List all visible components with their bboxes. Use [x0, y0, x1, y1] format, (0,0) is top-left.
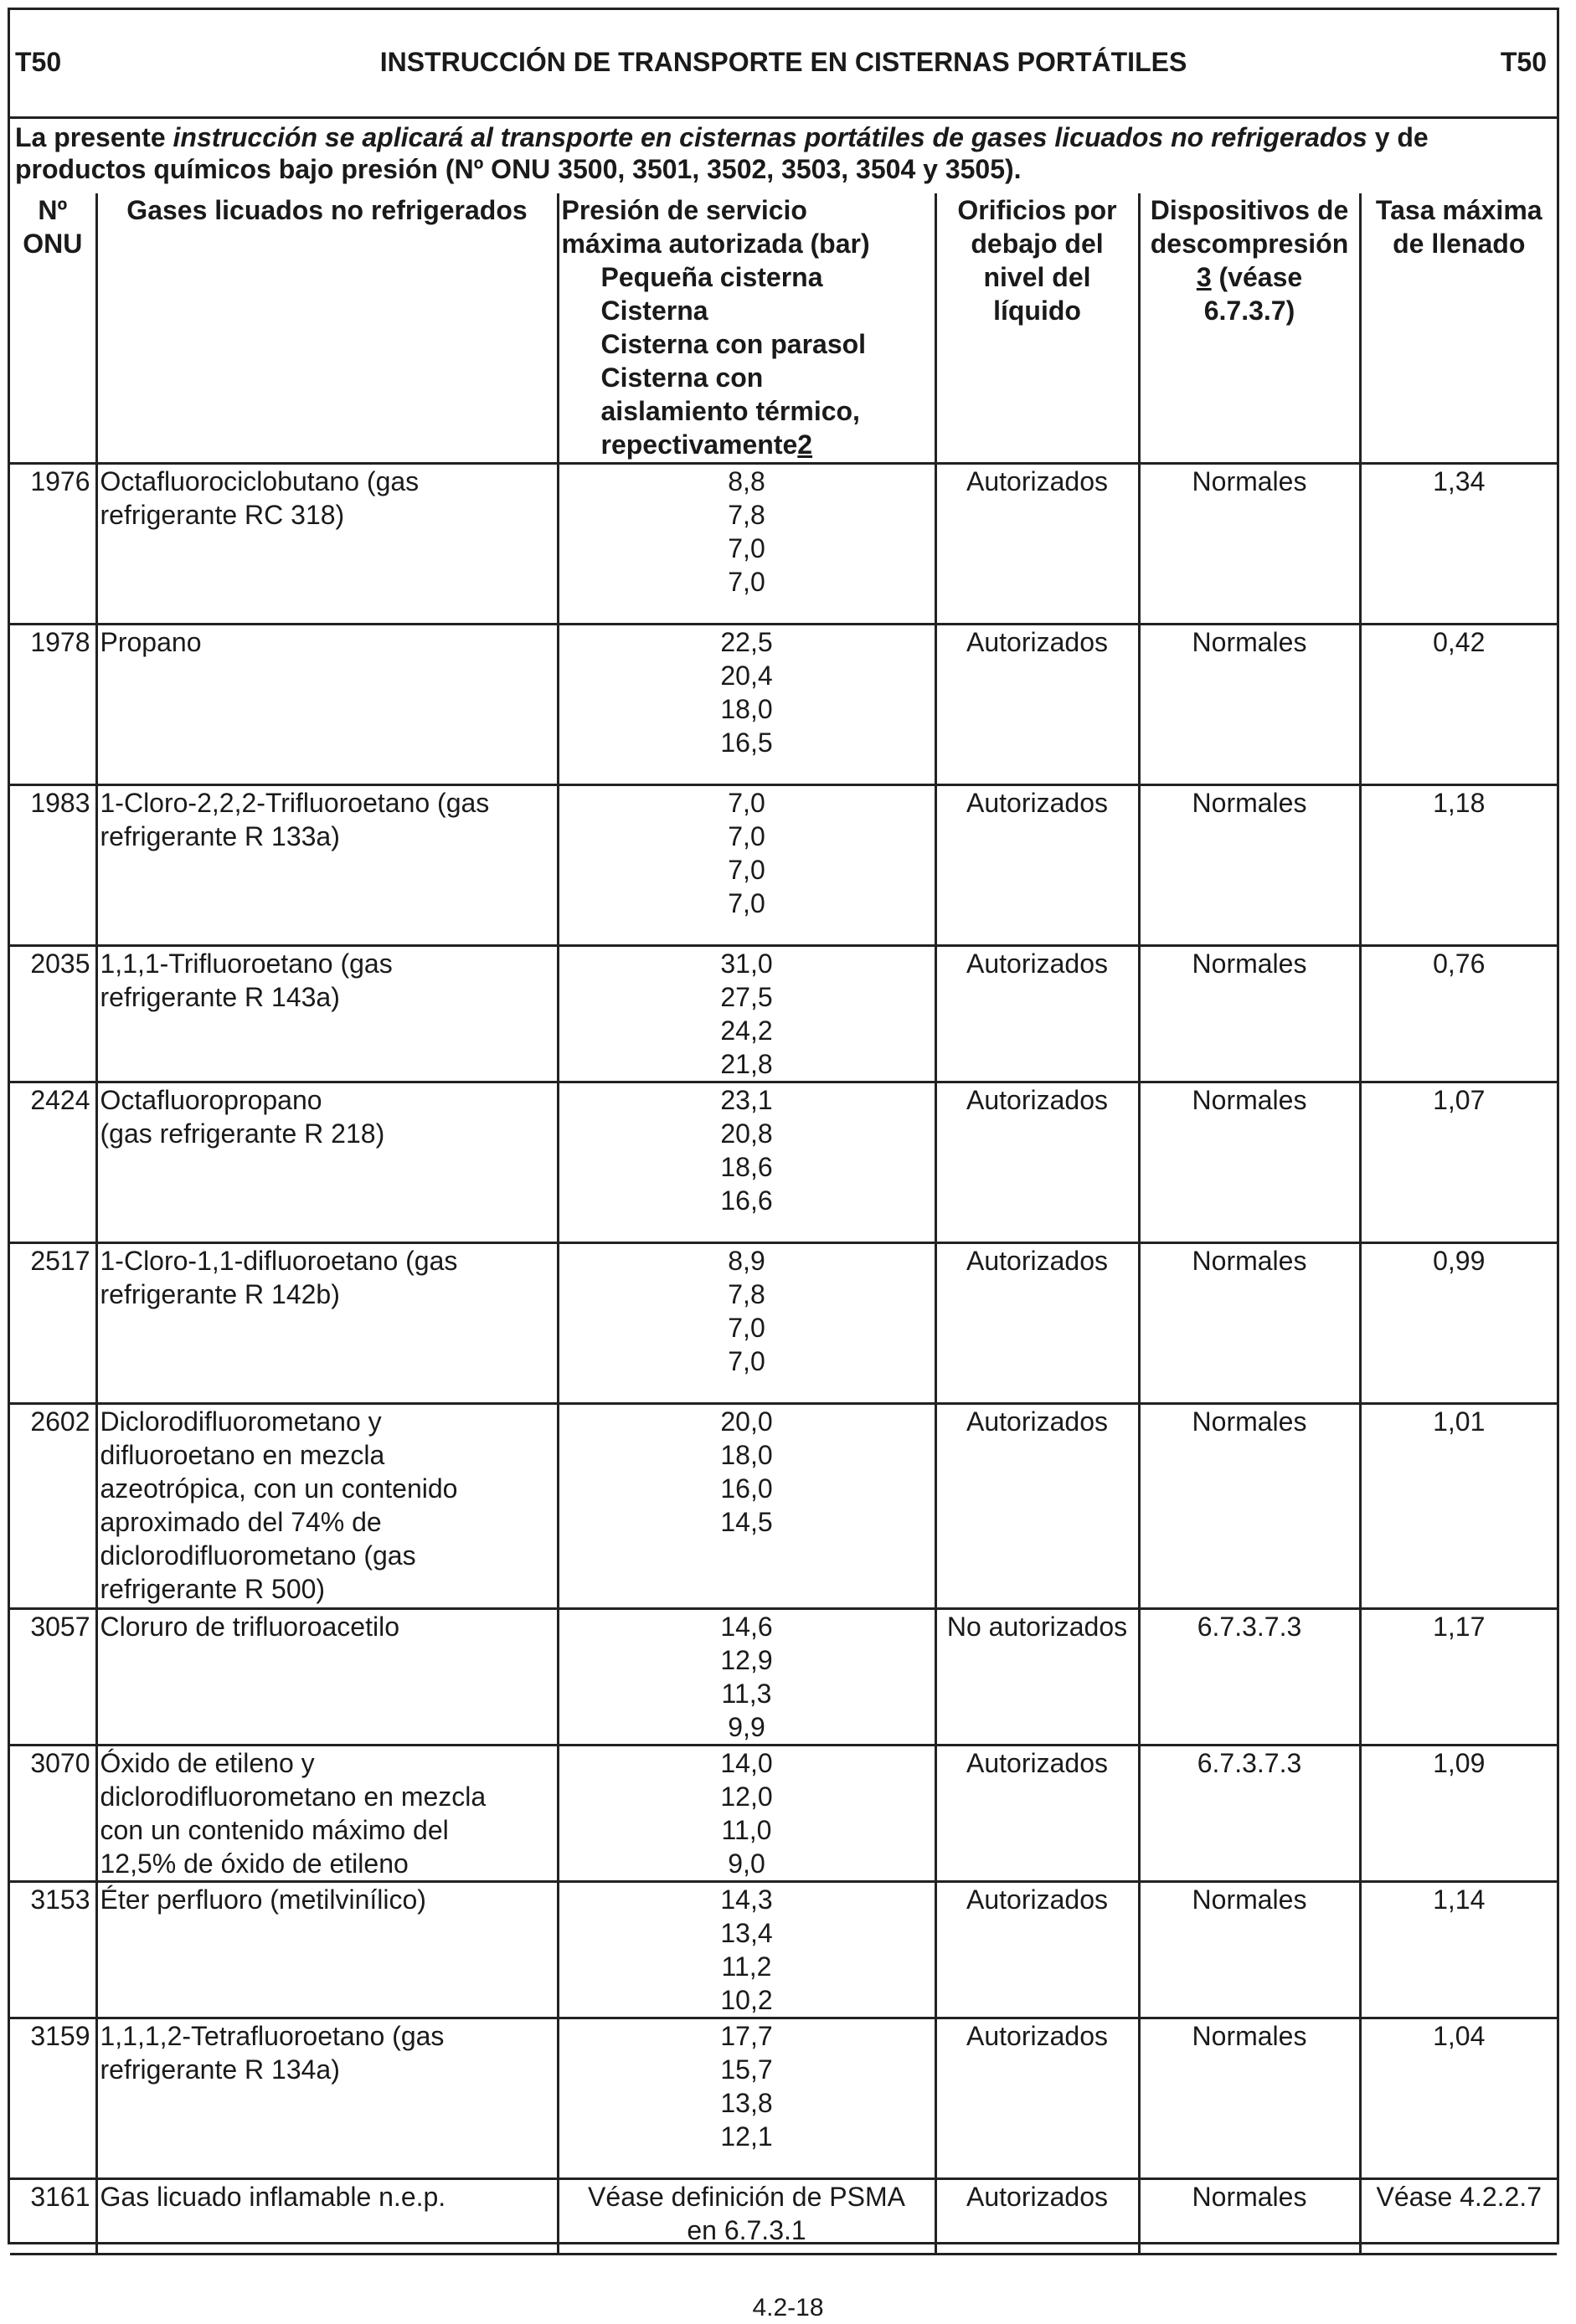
- devices-cell: [1139, 1082, 1360, 1242]
- devices-value: Normales: [1192, 626, 1307, 657]
- gas-name-line: 1,1,1,2-Tetrafluoroetano (gas: [100, 2020, 445, 2051]
- onu-number-cell: [10, 1608, 96, 1745]
- pressure-value: 7,8: [728, 1278, 765, 1309]
- pressure-value: 11,0: [721, 1814, 772, 1845]
- pressure-value: 14,0: [720, 1747, 773, 1778]
- gas-name-cell: [96, 784, 558, 945]
- onu-number: 2424: [30, 1084, 90, 1115]
- devices-value: Normales: [1192, 1084, 1307, 1115]
- pressure-line: Cisterna con parasol: [600, 329, 867, 359]
- pressure-value: 7,0: [728, 787, 765, 818]
- devices-cell: [1139, 1608, 1360, 1745]
- col-header-pressure: [558, 193, 935, 463]
- pressure-value: 9,9: [728, 1711, 765, 1742]
- devices-cell: [1139, 784, 1360, 945]
- pressure-value: 7,0: [728, 887, 765, 918]
- pressure-value: 12,1: [720, 2121, 773, 2152]
- onu-number-cell: [10, 2018, 96, 2178]
- pressure-cell: [558, 2018, 935, 2178]
- fill-rate-value: 1,04: [1433, 2020, 1486, 2051]
- pressure-value: 13,8: [720, 2087, 773, 2118]
- col-header-gas-label: Gases licuados no refrigerados: [126, 195, 528, 225]
- fill-cell: [1360, 463, 1557, 624]
- gas-name-line: refrigerante RC 318): [100, 499, 345, 530]
- pressure-value: 31,0: [720, 948, 773, 979]
- instruction-code-left: T50: [15, 47, 62, 77]
- pressure-cell: [558, 1745, 935, 1881]
- pressure-value: 7,0: [728, 1345, 765, 1376]
- orifices-value: Autorizados: [966, 787, 1108, 818]
- fill-rate-value: 0,76: [1433, 948, 1486, 979]
- pressure-last-text: repectivamente: [600, 429, 798, 460]
- onu-number-cell: [10, 463, 96, 624]
- table-row: [10, 1082, 1557, 1242]
- orifices-cell: [935, 1403, 1139, 1608]
- table-row: [10, 784, 1557, 945]
- gas-name-line: (gas refrigerante R 218): [100, 1118, 385, 1149]
- orifices-value: Autorizados: [966, 2020, 1108, 2051]
- col-header-orifices-line: nivel del: [983, 262, 1091, 292]
- onu-number: 3159: [30, 2020, 90, 2051]
- devices-cell: [1139, 463, 1360, 624]
- pressure-value: 14,3: [720, 1884, 773, 1915]
- gas-name-line: con un contenido máximo del: [100, 1814, 449, 1845]
- orifices-value: Autorizados: [966, 1245, 1108, 1276]
- gas-name-line: 1-Cloro-2,2,2-Trifluoroetano (gas: [100, 787, 490, 818]
- fill-cell: [1360, 2178, 1557, 2254]
- pressure-value: 18,0: [720, 1439, 773, 1470]
- orifices-value: Autorizados: [966, 1084, 1108, 1115]
- pressure-value: 17,7: [720, 2020, 773, 2051]
- pressure-value: 14,6: [720, 1611, 773, 1642]
- orifices-value: No autorizados: [946, 1611, 1128, 1642]
- pressure-value: 8,9: [728, 1245, 765, 1276]
- col-header-devices-line: Dispositivos de: [1150, 195, 1349, 225]
- fill-rate-value: 1,01: [1433, 1406, 1486, 1437]
- gas-name-cell: [96, 2018, 558, 2178]
- pressure-value: en 6.7.3.1: [687, 2214, 806, 2245]
- pressure-line: Pequeña cisterna: [600, 262, 823, 292]
- col-header-devices-tail: (véase: [1211, 262, 1303, 292]
- pressure-cell: [558, 784, 935, 945]
- gas-name-line: difluoroetano en mezcla: [100, 1439, 385, 1470]
- pressure-value: 12,0: [720, 1781, 773, 1812]
- devices-cell: [1139, 1242, 1360, 1403]
- instruction-code-right: T50: [1500, 47, 1547, 77]
- devices-cell: [1139, 945, 1360, 1082]
- pressure-cell: [558, 1242, 935, 1403]
- gas-name-line: refrigerante R 500): [100, 1573, 326, 1604]
- orifices-cell: [935, 2178, 1139, 2254]
- pressure-value: 18,6: [720, 1151, 773, 1182]
- gas-name-line: Óxido de etileno y: [100, 1747, 315, 1778]
- orifices-cell: [935, 945, 1139, 1082]
- onu-number-cell: [10, 624, 96, 784]
- pressure-cell: [558, 463, 935, 624]
- table-header-row: [10, 193, 1557, 463]
- gas-name-line: Gas licuado inflamable n.e.p.: [100, 2181, 446, 2212]
- col-header-onu-line: Nº: [38, 195, 68, 225]
- pressure-value: 7,8: [728, 499, 765, 530]
- fill-cell: [1360, 2018, 1557, 2178]
- pressure-line-last: [601, 428, 935, 461]
- fill-cell: [1360, 1881, 1557, 2018]
- onu-number: 1976: [30, 465, 90, 496]
- pressure-line: Cisterna con: [600, 362, 764, 393]
- gas-name-cell: [96, 2178, 558, 2254]
- gas-name-cell: [96, 1608, 558, 1745]
- orifices-cell: [935, 1608, 1139, 1745]
- pressure-value: 12,9: [720, 1644, 773, 1675]
- devices-value: Normales: [1192, 1245, 1307, 1276]
- orifices-cell: [935, 1242, 1139, 1403]
- pressure-value: 7,0: [728, 820, 765, 851]
- page-number: 4.2-18: [752, 2294, 824, 2321]
- gas-name-line: refrigerante R 133a): [100, 820, 340, 851]
- gas-name-line: Diclorodifluorometano y: [100, 1406, 382, 1437]
- col-header-orifices: [935, 193, 1139, 463]
- gas-name-cell: [96, 1082, 558, 1242]
- onu-number: 3057: [30, 1611, 90, 1642]
- gas-name-cell: [96, 624, 558, 784]
- pressure-value: 14,5: [720, 1506, 773, 1537]
- onu-number: 3070: [30, 1747, 90, 1778]
- page-title: INSTRUCCIÓN DE TRANSPORTE EN CISTERNAS PORTÁTILES: [379, 47, 1187, 77]
- col-header-fill-line: de llenado: [1393, 229, 1526, 259]
- pressure-value: 16,5: [720, 727, 773, 758]
- footnote-ref-3: 3: [1196, 262, 1212, 292]
- onu-number: 2517: [30, 1245, 90, 1276]
- gas-name-line: refrigerante R 142b): [100, 1278, 340, 1309]
- devices-value: 6.7.3.7.3: [1197, 1611, 1302, 1642]
- intro-paragraph: [15, 121, 1552, 185]
- fill-cell: [1360, 1403, 1557, 1608]
- table-row: [10, 2018, 1557, 2178]
- col-header-orifices-line: Orificios por: [957, 195, 1117, 225]
- gas-name-cell: [96, 945, 558, 1082]
- fill-cell: [1360, 1608, 1557, 1745]
- gas-name-line: 1,1,1-Trifluoroetano (gas: [100, 948, 393, 979]
- table-row: [10, 1403, 1557, 1608]
- intro-text-3: y de productos químicos bajo presión (Nº ONU 3500, 3501, 3502, 3503, 3504 y 3505).: [15, 122, 1429, 184]
- devices-cell: [1139, 1881, 1360, 2018]
- col-header-gas: [96, 193, 558, 463]
- col-header-pressure-title: máxima autorizada (bar): [561, 229, 870, 259]
- fill-cell: [1360, 1242, 1557, 1403]
- gas-name-line: azeotrópica, con un contenido: [100, 1473, 458, 1504]
- onu-number: 1978: [30, 626, 90, 657]
- onu-number: 3161: [30, 2181, 90, 2212]
- onu-number: 2035: [30, 948, 90, 979]
- devices-cell: [1139, 1403, 1360, 1608]
- gas-name-line: 1-Cloro-1,1-difluoroetano (gas: [100, 1245, 458, 1276]
- intro-text-2: instrucción se aplicará al transporte en cisternas portátiles de gases licuados no refrigerados: [173, 122, 1367, 152]
- gas-name-cell: [96, 1403, 558, 1608]
- onu-number-cell: [10, 945, 96, 1082]
- orifices-value: Autorizados: [966, 626, 1108, 657]
- pressure-value: 15,7: [720, 2054, 773, 2085]
- pressure-cell: [558, 1881, 935, 2018]
- table-row: [10, 945, 1557, 1082]
- col-header-onu: [10, 193, 96, 463]
- fill-cell: [1360, 945, 1557, 1082]
- col-header-devices: [1139, 193, 1360, 463]
- pressure-line: Cisterna: [600, 296, 708, 326]
- pressure-value: 7,0: [728, 566, 765, 597]
- onu-number-cell: [10, 1881, 96, 2018]
- orifices-cell: [935, 2018, 1139, 2178]
- devices-cell: [1139, 1745, 1360, 1881]
- orifices-value: Autorizados: [966, 465, 1108, 496]
- table-row: [10, 624, 1557, 784]
- col-header-onu-line: ONU: [23, 229, 83, 259]
- pressure-value: 8,8: [728, 465, 765, 496]
- table-row: [10, 1242, 1557, 1403]
- gas-name-line: refrigerante R 134a): [100, 2054, 340, 2085]
- col-header-pressure-title: Presión de servicio: [561, 195, 807, 225]
- pressure-line: aislamiento térmico,: [600, 396, 860, 426]
- pressure-value: 20,8: [720, 1118, 773, 1149]
- gas-name-line: aproximado del 74% de: [100, 1506, 382, 1537]
- gas-name-line: Octafluorociclobutano (gas: [100, 465, 420, 496]
- fill-cell: [1360, 784, 1557, 945]
- fill-rate-value: Véase 4.2.2.7: [1376, 2181, 1542, 2212]
- table-row: [10, 1745, 1557, 1881]
- fill-rate-value: 1,07: [1433, 1084, 1486, 1115]
- pressure-value: 24,2: [720, 1015, 773, 1046]
- pressure-value: 11,2: [721, 1951, 772, 1982]
- fill-rate-value: 0,99: [1433, 1245, 1486, 1276]
- devices-value: Normales: [1192, 1406, 1307, 1437]
- pressure-cell: [558, 624, 935, 784]
- onu-number-cell: [10, 784, 96, 945]
- fill-rate-value: 1,17: [1433, 1611, 1486, 1642]
- pressure-value: 16,0: [720, 1473, 773, 1504]
- pressure-value: 7,0: [728, 854, 765, 885]
- orifices-value: Autorizados: [966, 2181, 1108, 2212]
- orifices-cell: [935, 1881, 1139, 2018]
- devices-value: Normales: [1192, 948, 1307, 979]
- onu-number-cell: [10, 2178, 96, 2254]
- gas-name-line: Propano: [100, 626, 202, 657]
- pressure-cell: [558, 1403, 935, 1608]
- pressure-value: 9,0: [728, 1848, 765, 1879]
- col-header-fill: [1360, 193, 1557, 463]
- devices-cell: [1139, 2178, 1360, 2254]
- fill-cell: [1360, 1745, 1557, 1881]
- onu-number-cell: [10, 1082, 96, 1242]
- col-header-orifices-line: líquido: [993, 296, 1081, 326]
- gas-name-cell: [96, 1242, 558, 1403]
- gas-name-line: 12,5% de óxido de etileno: [100, 1848, 409, 1879]
- table-row: [10, 1881, 1557, 2018]
- gas-table: [10, 193, 1557, 2255]
- pressure-value: 18,0: [720, 693, 773, 724]
- col-header-orifices-line: debajo del: [971, 229, 1104, 259]
- pressure-value: 22,5: [720, 626, 773, 657]
- pressure-cell: [558, 945, 935, 1082]
- onu-number-cell: [10, 1745, 96, 1881]
- fill-cell: [1360, 1082, 1557, 1242]
- col-header-devices-ref-line: [1141, 260, 1359, 294]
- pressure-value: 27,5: [720, 981, 773, 1012]
- fill-cell: [1360, 624, 1557, 784]
- orifices-value: Autorizados: [966, 948, 1108, 979]
- orifices-cell: [935, 624, 1139, 784]
- pressure-value: 23,1: [720, 1084, 773, 1115]
- footnote-ref-2: 2: [797, 429, 813, 460]
- pressure-value: 7,0: [728, 532, 765, 563]
- pressure-cell: [558, 1082, 935, 1242]
- gas-name-line: Cloruro de trifluoroacetilo: [100, 1611, 399, 1642]
- devices-value: Normales: [1192, 465, 1307, 496]
- table-row: [10, 1608, 1557, 1745]
- gas-name-cell: [96, 463, 558, 624]
- gas-name-line: diclorodifluorometano en mezcla: [100, 1781, 487, 1812]
- orifices-value: Autorizados: [966, 1747, 1108, 1778]
- fill-rate-value: 1,34: [1433, 465, 1486, 496]
- col-header-devices-line: 6.7.3.7): [1203, 296, 1295, 326]
- fill-rate-value: 0,42: [1433, 626, 1486, 657]
- onu-number: 1983: [30, 787, 90, 818]
- gas-name-cell: [96, 1881, 558, 2018]
- gas-name-line: Éter perfluoro (metilvinílico): [100, 1884, 426, 1915]
- pressure-value: 7,0: [728, 1312, 765, 1343]
- table-body: [10, 463, 1557, 2254]
- orifices-cell: [935, 784, 1139, 945]
- orifices-cell: [935, 463, 1139, 624]
- pressure-value: 11,3: [721, 1678, 772, 1709]
- col-header-fill-line: Tasa máxima: [1375, 195, 1543, 225]
- fill-rate-value: 1,09: [1433, 1747, 1486, 1778]
- fill-rate-value: 1,14: [1433, 1884, 1486, 1915]
- gas-name-line: refrigerante R 143a): [100, 981, 340, 1012]
- onu-number-cell: [10, 1242, 96, 1403]
- pressure-value: 13,4: [720, 1917, 773, 1948]
- pressure-value: 21,8: [720, 1048, 773, 1079]
- col-header-devices-line: descompresión: [1150, 229, 1349, 259]
- onu-number-cell: [10, 1403, 96, 1608]
- orifices-value: Autorizados: [966, 1406, 1108, 1437]
- pressure-cell: [558, 2178, 935, 2254]
- devices-value: 6.7.3.7.3: [1197, 1747, 1302, 1778]
- fill-rate-value: 1,18: [1433, 787, 1486, 818]
- intro-text-1: La presente: [15, 122, 173, 152]
- devices-cell: [1139, 2018, 1360, 2178]
- orifices-value: Autorizados: [966, 1884, 1108, 1915]
- devices-value: Normales: [1192, 787, 1307, 818]
- devices-value: Normales: [1192, 1884, 1307, 1915]
- pressure-cell: [558, 1608, 935, 1745]
- gas-name-line: Octafluoropropano: [100, 1084, 322, 1115]
- pressure-value: 10,2: [720, 1984, 773, 2015]
- pressure-value: 16,6: [720, 1185, 773, 1216]
- gas-name-line: diclorodifluorometano (gas: [100, 1540, 416, 1571]
- onu-number: 3153: [30, 1884, 90, 1915]
- page-frame: [8, 8, 1559, 2244]
- devices-value: Normales: [1192, 2020, 1307, 2051]
- header-bar: [10, 10, 1557, 119]
- table-row: [10, 463, 1557, 624]
- orifices-cell: [935, 1082, 1139, 1242]
- pressure-value: 20,0: [720, 1406, 773, 1437]
- pressure-value: 20,4: [720, 660, 773, 691]
- table-row: [10, 2178, 1557, 2254]
- orifices-cell: [935, 1745, 1139, 1881]
- onu-number: 2602: [30, 1406, 90, 1437]
- devices-cell: [1139, 624, 1360, 784]
- gas-name-cell: [96, 1745, 558, 1881]
- devices-value: Normales: [1192, 2181, 1307, 2212]
- pressure-value: Véase definición de PSMA: [588, 2181, 905, 2212]
